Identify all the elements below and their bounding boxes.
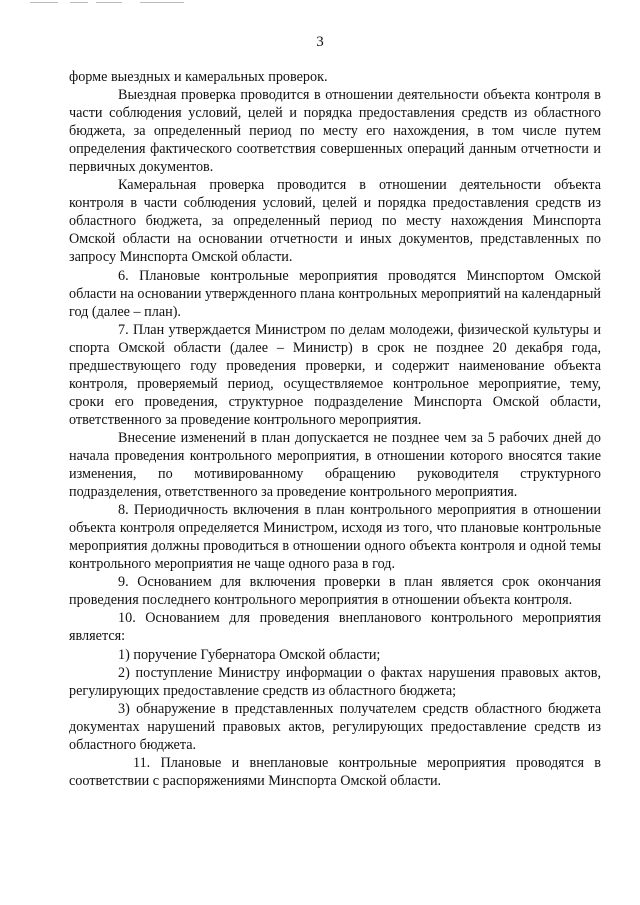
paragraph-item-11: 11. Плановые и внеплановые контрольные мероприятия проводятся в соответствии с распоряжениями Минспорта Омской области.	[69, 754, 601, 789]
paragraph-item-6: 6. Плановые контрольные мероприятия проводятся Минспортом Омской области на основании утвержденного плана контрольных мероприятий на календарный год (далее – план).	[69, 267, 601, 320]
list-item-3: 3) обнаружение в представленных получателем средств областного бюджета документах нарушений правовых актов, регулирующих предоставление средств из областного бюджета.	[69, 700, 601, 753]
paragraph-continuation: форме выездных и камеральных проверок.	[69, 69, 328, 85]
paragraph-plan-changes: Внесение изменений в план допускается не позднее чем за 5 рабочих дней до начала проведения контрольного мероприятия, в отношении которого вносятся такие изменения, по мотивированному обращению руководителя структурного подразделения, ответственного за проведение контрольного мероприятия.	[69, 429, 601, 501]
paragraph-field-inspection: Выездная проверка проводится в отношении деятельности объекта контроля в части соблюдения условий, целей и порядка предоставления средств из областного бюджета, за определенный период по месту его нахождения, в том числе путем определения фактического соответствия совершенных операций данным отчетности и первичных документов.	[69, 87, 601, 176]
paragraph-item-8: 8. Периодичность включения в план контрольного мероприятия в отношении объекта контроля определяется Министром, исходя из того, что плановые контрольные мероприятия должны проводиться в отношении одного объекта контроля и одной темы контрольного мероприятия не чаще одного раза в год.	[69, 502, 601, 573]
paragraph-item-9: 9. Основанием для включения проверки в план является срок окончания проведения последнего контрольного мероприятия в отношении объекта контроля.	[69, 574, 601, 609]
paragraph-item-10: 10. Основанием для проведения внепланового контрольного мероприятия является:	[69, 610, 601, 645]
paragraph-item-7: 7. План утверждается Министром по делам молодежи, физической культуры и спорта Омской области (далее – Министр) в срок не позднее 20 декабря года, предшествующего году проведения проверки, и содержит наименование объекта контроля, проверяемый период, осуществляемое контрольное мероприятие, тему, сроки его проведения, структурное подразделение Минспорта Омской области, ответственного за проведение контрольного мероприятия.	[69, 321, 601, 428]
page-number: 3	[316, 34, 324, 50]
list-item-2: 2) поступление Министру информации о фактах нарушения правовых актов, регулирующих предоставление средств из областного бюджета;	[69, 664, 601, 699]
list-item-1: 1) поручение Губернатора Омской области;	[118, 646, 381, 663]
document-body	[69, 68, 601, 790]
scan-artifact	[30, 0, 200, 6]
paragraph-desk-inspection: Камеральная проверка проводится в отношении деятельности объекта контроля в части соблюдения условий, целей и порядка предоставления средств из областного бюджета, за определенный период по месту нахождения Минспорта Омской области на основании отчетности и иных документов, представленных по запросу Минспорта Омской области.	[69, 177, 601, 266]
